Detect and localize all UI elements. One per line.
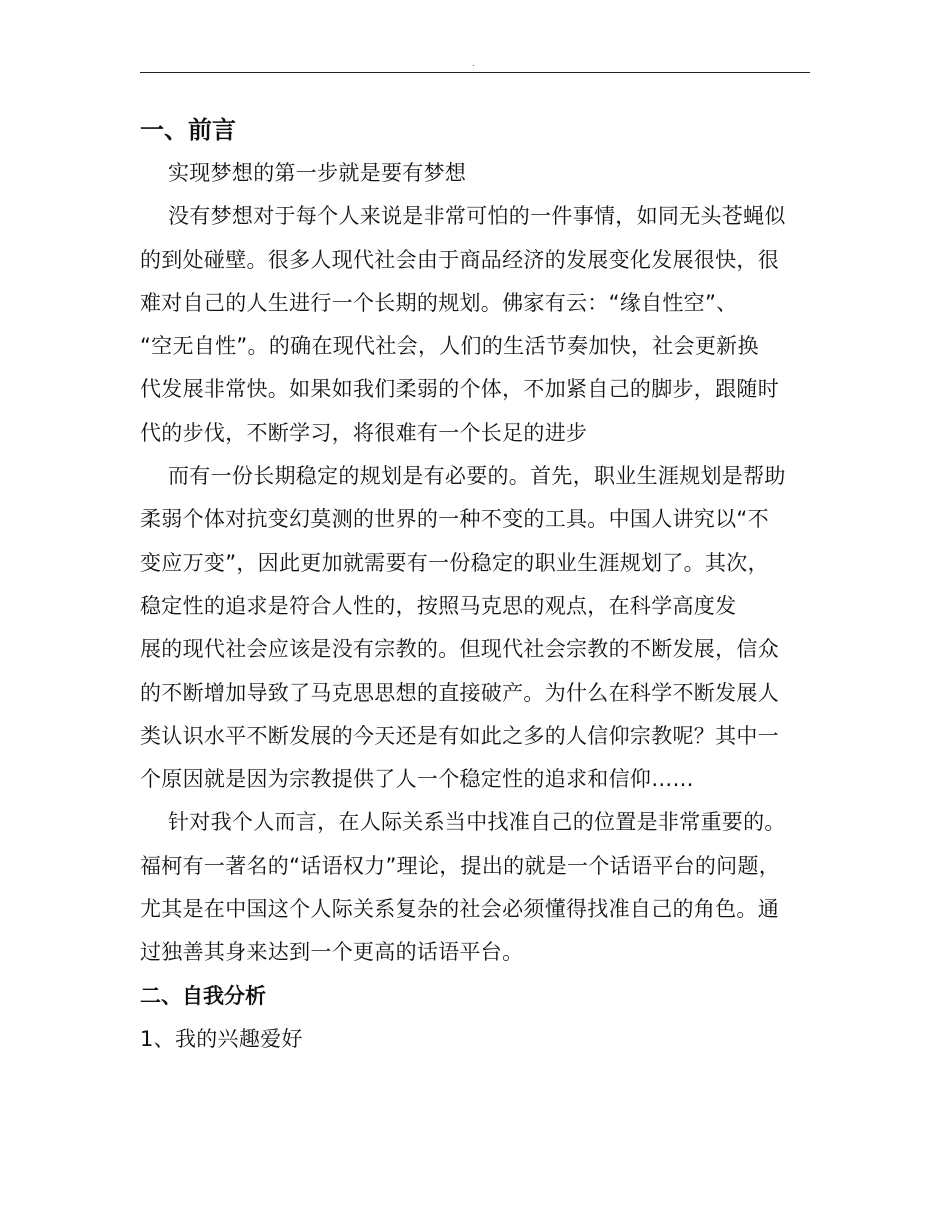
text-line: 展的现代社会应该是没有宗教的。但现代社会宗教的不断发展，信众 [140, 637, 779, 662]
text-line: 尤其是在中国这个人际关系复杂的社会必须懂得找准自己的角色。通 [140, 897, 779, 922]
paragraph-long-term-plan [140, 455, 810, 801]
text-line: 难对自己的人生进行一个长期的规划。佛家有云：“缘自性空”、 [140, 290, 738, 315]
text-line: “空无自性”。的确在现代社会，人们的生活节奏加快，社会更新换 [140, 334, 759, 359]
text-line: 福柯有一著名的“话语权力”理论，提出的就是一个话语平台的问题， [140, 853, 781, 878]
text-line: 针对我个人而言，在人际关系当中找准自己的位置是非常重要的。 [168, 810, 786, 835]
text-line: 变应万变”，因此更加就需要有一份稳定的职业生涯规划了。其次， [140, 550, 769, 575]
text-line: 而有一份长期稳定的规划是有必要的。首先，职业生涯规划是帮助 [168, 464, 786, 489]
paragraph-dream-first-step [140, 152, 810, 195]
header-rule [140, 72, 810, 73]
text-line: 的到处碰壁。很多人现代社会由于商品经济的发展变化发展很快，很 [140, 247, 779, 272]
header-dot: . [472, 59, 475, 68]
text-line: 稳定性的追求是符合人性的，按照马克思的观点，在科学高度发 [140, 593, 737, 618]
paragraph-no-dream [140, 195, 810, 455]
text-line: 个原因就是因为宗教提供了人一个稳定性的追求和信仰…… [140, 767, 694, 792]
section-heading-preface: 一、前言 [140, 116, 236, 144]
paragraph-personal-position [140, 801, 810, 974]
text-line: 没有梦想对于每个人来说是非常可怕的一件事情，如同无头苍蝇似 [168, 204, 786, 229]
text-line: 的不断增加导致了马克思思想的直接破产。为什么在科学不断发展人 [140, 680, 779, 705]
document-body [140, 108, 810, 1061]
subsection-interests [140, 1018, 810, 1061]
text-line: 代的步伐，不断学习，将很难有一个长足的进步 [140, 420, 588, 445]
text-line: 实现梦想的第一步就是要有梦想 [168, 161, 467, 185]
text-line: 类认识水平不断发展的今天还是有如此之多的人信仰宗教呢？其中一 [140, 723, 779, 748]
text-line: 柔弱个体对抗变幻莫测的世界的一种不变的工具。中国人讲究以“不 [140, 507, 769, 532]
text-line: 1、我的兴趣爱好 [140, 1026, 303, 1051]
section-heading-self-analysis: 二、自我分析 [140, 983, 266, 1008]
text-line: 过独善其身来达到一个更高的话语平台。 [140, 940, 524, 965]
text-line: 代发展非常快。如果如我们柔弱的个体，不加紧自己的脚步，跟随时 [140, 377, 779, 402]
